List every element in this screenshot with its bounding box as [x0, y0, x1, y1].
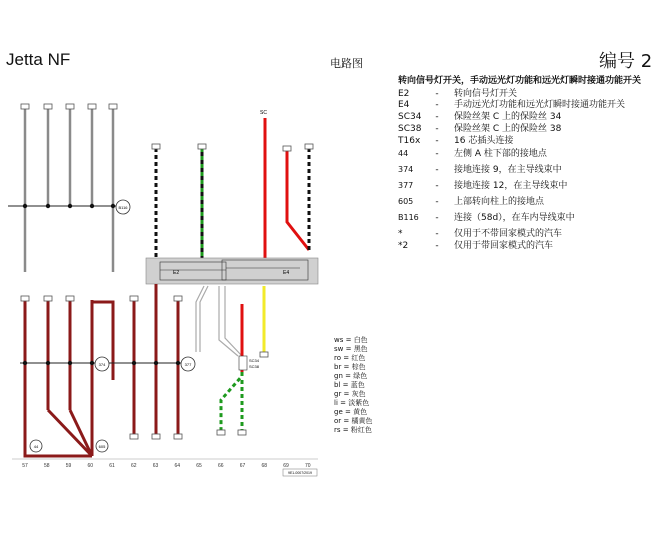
legend-code: E2 [398, 89, 410, 99]
switch-module [146, 258, 318, 284]
color-key-item: br = 棕色 [334, 363, 366, 371]
component-e2-label: E2 [173, 270, 180, 276]
track-numbers [22, 463, 311, 469]
ground-point-374 [95, 357, 109, 371]
legend-text: 16 芯插头连接 [454, 136, 514, 146]
legend-row: 44 - 左侧 A 柱下部的接地点 [398, 149, 547, 159]
legend-row: 377 - 接地连接 12，在主导线束中 [398, 181, 568, 191]
track-number: 64 [174, 463, 181, 469]
component-e4-label: E4 [283, 270, 290, 276]
legend-row: E4 - 手动远光灯功能和远光灯瞬时接通功能开关 [398, 100, 626, 110]
ground-point-377 [181, 357, 195, 371]
svg-text:605: 605 [98, 444, 106, 449]
legend-text: 保险丝架 C 上的保险丝 38 [454, 124, 562, 134]
color-key-item: ge = 黄色 [334, 408, 368, 416]
upper-wires [156, 118, 309, 258]
legend-text: 连接（58d），在车内导线束中 [454, 213, 575, 223]
track-number: 61 [109, 463, 115, 469]
track-number: 57 [22, 463, 28, 469]
legend-code: 377 [398, 181, 414, 190]
legend-code: T16x [398, 136, 421, 146]
upper-wire-terminals [152, 144, 313, 151]
legend-text: 转向信号灯开关 [454, 89, 518, 99]
color-key-item: ro = 红色 [334, 354, 366, 362]
ground-point-44 [30, 440, 42, 452]
track-number: 66 [218, 463, 224, 469]
ground-connector [116, 200, 130, 214]
color-key-item: or = 橘黄色 [334, 417, 373, 425]
ground-connector-label: B116 [118, 205, 128, 210]
track-number: 58 [44, 463, 50, 469]
color-key-item: bl = 蓝色 [334, 381, 365, 389]
ground-point-605 [96, 440, 108, 452]
document-type: 电路图 [330, 57, 363, 70]
legend-row: B116 - 连接（58d），在车内导线束中 [398, 213, 575, 223]
svg-text:377: 377 [184, 362, 192, 367]
legend-code: SC38 [398, 124, 422, 134]
legend-row: *2 - 仅用于带回家模式的汽车 [398, 241, 554, 251]
legend-row: 605 - 上部转向柱上的接地点 [398, 197, 545, 207]
legend-code: E4 [398, 100, 410, 110]
legend-code: *2 [398, 241, 409, 251]
track-number: 68 [261, 463, 268, 469]
color-key-item: ws = 白色 [334, 336, 368, 344]
color-key-item: li = 淡紫色 [334, 399, 370, 407]
legend-text: 仅用于带回家模式的汽车 [454, 241, 554, 251]
legend-row: SC34 - 保险丝架 C 上的保险丝 34 [398, 112, 562, 122]
track-number: 65 [196, 463, 202, 469]
legend-code: SC34 [398, 112, 422, 122]
legend-row: 374 - 接地连接 9，在主导线束中 [398, 165, 562, 175]
fuse-sc-label: SC [260, 110, 267, 116]
legend-text: 上部转向柱上的接地点 [454, 197, 545, 207]
lower-component-wires [156, 284, 264, 436]
svg-text:44: 44 [33, 444, 39, 449]
fuse-sc34-label: SC34 [249, 358, 260, 363]
fuse-sc34 [239, 356, 260, 370]
color-key-item: gn = 绿色 [334, 372, 368, 380]
color-key-item: gr = 灰色 [334, 390, 366, 398]
legend-text: 接地连接 9，在主导线束中 [454, 165, 562, 175]
legend-code: 605 [398, 197, 414, 206]
svg-text:374: 374 [98, 362, 106, 367]
legend-text: 手动远光灯功能和远光灯瞬时接通功能开关 [454, 100, 626, 110]
legend-code: 44 [398, 149, 409, 158]
track-number: 62 [131, 463, 137, 469]
top-wire-terminals [21, 104, 117, 109]
bottom-wire-terminals [21, 296, 268, 439]
track-number: 67 [239, 463, 246, 469]
legend-row: E2 - 转向信号灯开关 [398, 89, 518, 99]
track-number: 60 [87, 463, 94, 469]
track-number: 63 [152, 463, 159, 469]
svg-text:9E1-0007/2019: 9E1-0007/2019 [288, 471, 312, 475]
legend-row: T16x - 16 芯插头连接 [398, 136, 514, 146]
legend-text: 接地连接 12，在主导线束中 [454, 181, 568, 191]
legend-text: 仅用于不带回家模式的汽车 [454, 229, 563, 239]
legend-code: B116 [398, 213, 419, 222]
drawing-code [283, 469, 317, 476]
legend-text: 左侧 A 柱下部的接地点 [454, 149, 547, 159]
legend-code: 374 [398, 165, 414, 174]
color-key-item: sw = 黑色 [334, 345, 368, 353]
track-number: 70 [305, 463, 311, 469]
legend-row: SC38 - 保险丝架 C 上的保险丝 38 [398, 124, 562, 134]
gray-wires-top [25, 108, 113, 272]
description-title: 转向信号灯开关，手动远光灯功能和远光灯瞬时接通功能开关 [398, 76, 642, 86]
track-number: 59 [65, 463, 72, 469]
legend-code: * [398, 229, 403, 239]
track-number: 69 [283, 463, 289, 469]
fuse-sc38-label: SC38 [249, 364, 260, 369]
legend-row: * - 仅用于不带回家模式的汽车 [398, 229, 563, 239]
legend-text: 保险丝架 C 上的保险丝 34 [454, 112, 562, 122]
page-number: 编号 2 [599, 51, 653, 72]
vehicle-model: Jetta NF [6, 50, 71, 69]
color-key-item: rs = 粉红色 [334, 426, 372, 434]
